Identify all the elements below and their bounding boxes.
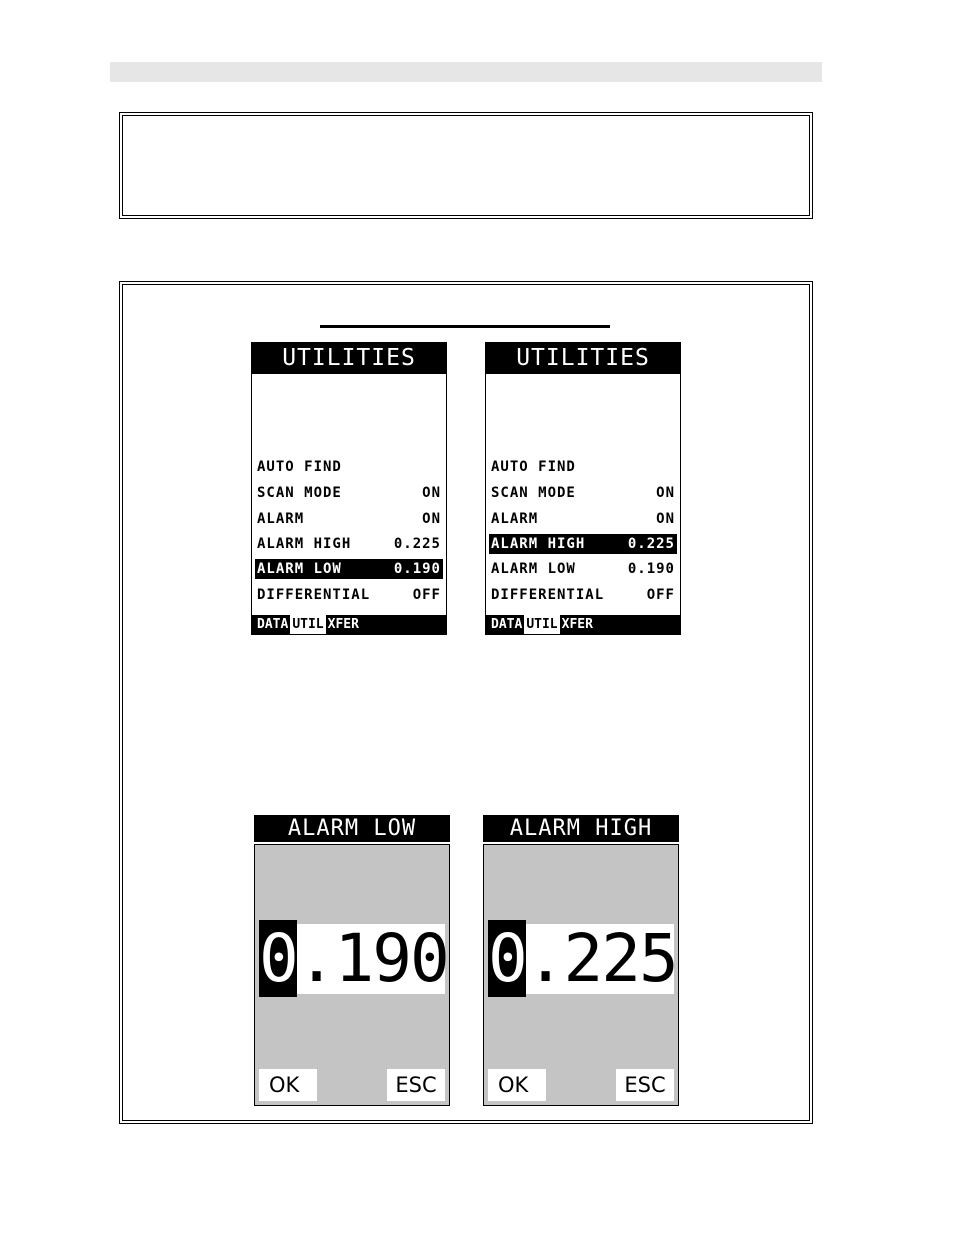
- utilities-title: UTILITIES: [252, 343, 446, 374]
- tab-data[interactable]: DATA: [257, 617, 289, 632]
- figure-box-inner: [122, 284, 810, 1121]
- alarm-low-title: ALARM LOW: [254, 815, 450, 842]
- page-header-bar: [110, 62, 822, 82]
- value-digits: .190: [296, 920, 448, 997]
- menu-item-auto-find[interactable]: AUTO FIND: [491, 459, 576, 475]
- tab-bar: [252, 615, 446, 634]
- alarm-low-value[interactable]: [259, 920, 448, 997]
- menu-item-alarm-low[interactable]: ALARM LOW 0.190: [491, 561, 675, 577]
- alarm-high-title: ALARM HIGH: [483, 815, 679, 842]
- menu-item-scan-mode[interactable]: SCAN MODE ON: [491, 485, 675, 501]
- alarm-low-screen: [254, 844, 450, 1106]
- tab-bar: [486, 615, 680, 634]
- menu-item-alarm[interactable]: ALARM ON: [257, 511, 441, 527]
- menu-item-differential[interactable]: DIFFERENTIAL OFF: [257, 587, 441, 603]
- menu-item-differential[interactable]: DIFFERENTIAL OFF: [491, 587, 675, 603]
- tab-xfer[interactable]: XFER: [327, 617, 359, 632]
- figure-heading-underline: [320, 325, 610, 328]
- note-box-inner: [122, 115, 810, 216]
- alarm-high-screen: [483, 844, 679, 1106]
- menu-item-alarm-low[interactable]: ALARM LOW 0.190: [257, 561, 441, 577]
- digit-cursor[interactable]: 0: [488, 920, 526, 997]
- value-digits: .225: [525, 920, 677, 997]
- menu-item-alarm-high[interactable]: ALARM HIGH 0.225: [257, 536, 441, 552]
- tab-util[interactable]: UTIL: [526, 617, 558, 632]
- tab-data[interactable]: DATA: [491, 617, 523, 632]
- esc-button[interactable]: ESC: [387, 1069, 445, 1101]
- tab-xfer[interactable]: XFER: [561, 617, 593, 632]
- utilities-screen-left: [251, 342, 447, 635]
- utilities-title: UTILITIES: [486, 343, 680, 374]
- utilities-screen-right: [485, 342, 681, 635]
- menu-item-scan-mode[interactable]: SCAN MODE ON: [257, 485, 441, 501]
- note-box: [119, 112, 813, 219]
- menu-item-alarm[interactable]: ALARM ON: [491, 511, 675, 527]
- tab-util[interactable]: UTIL: [292, 617, 324, 632]
- ok-button[interactable]: OK: [488, 1069, 546, 1101]
- ok-button[interactable]: OK: [259, 1069, 317, 1101]
- alarm-high-value[interactable]: [488, 920, 677, 997]
- menu-item-alarm-high[interactable]: ALARM HIGH 0.225: [491, 536, 675, 552]
- digit-cursor[interactable]: 0: [259, 920, 297, 997]
- esc-button[interactable]: ESC: [616, 1069, 674, 1101]
- figure-box: [119, 281, 813, 1124]
- menu-item-auto-find[interactable]: AUTO FIND: [257, 459, 342, 475]
